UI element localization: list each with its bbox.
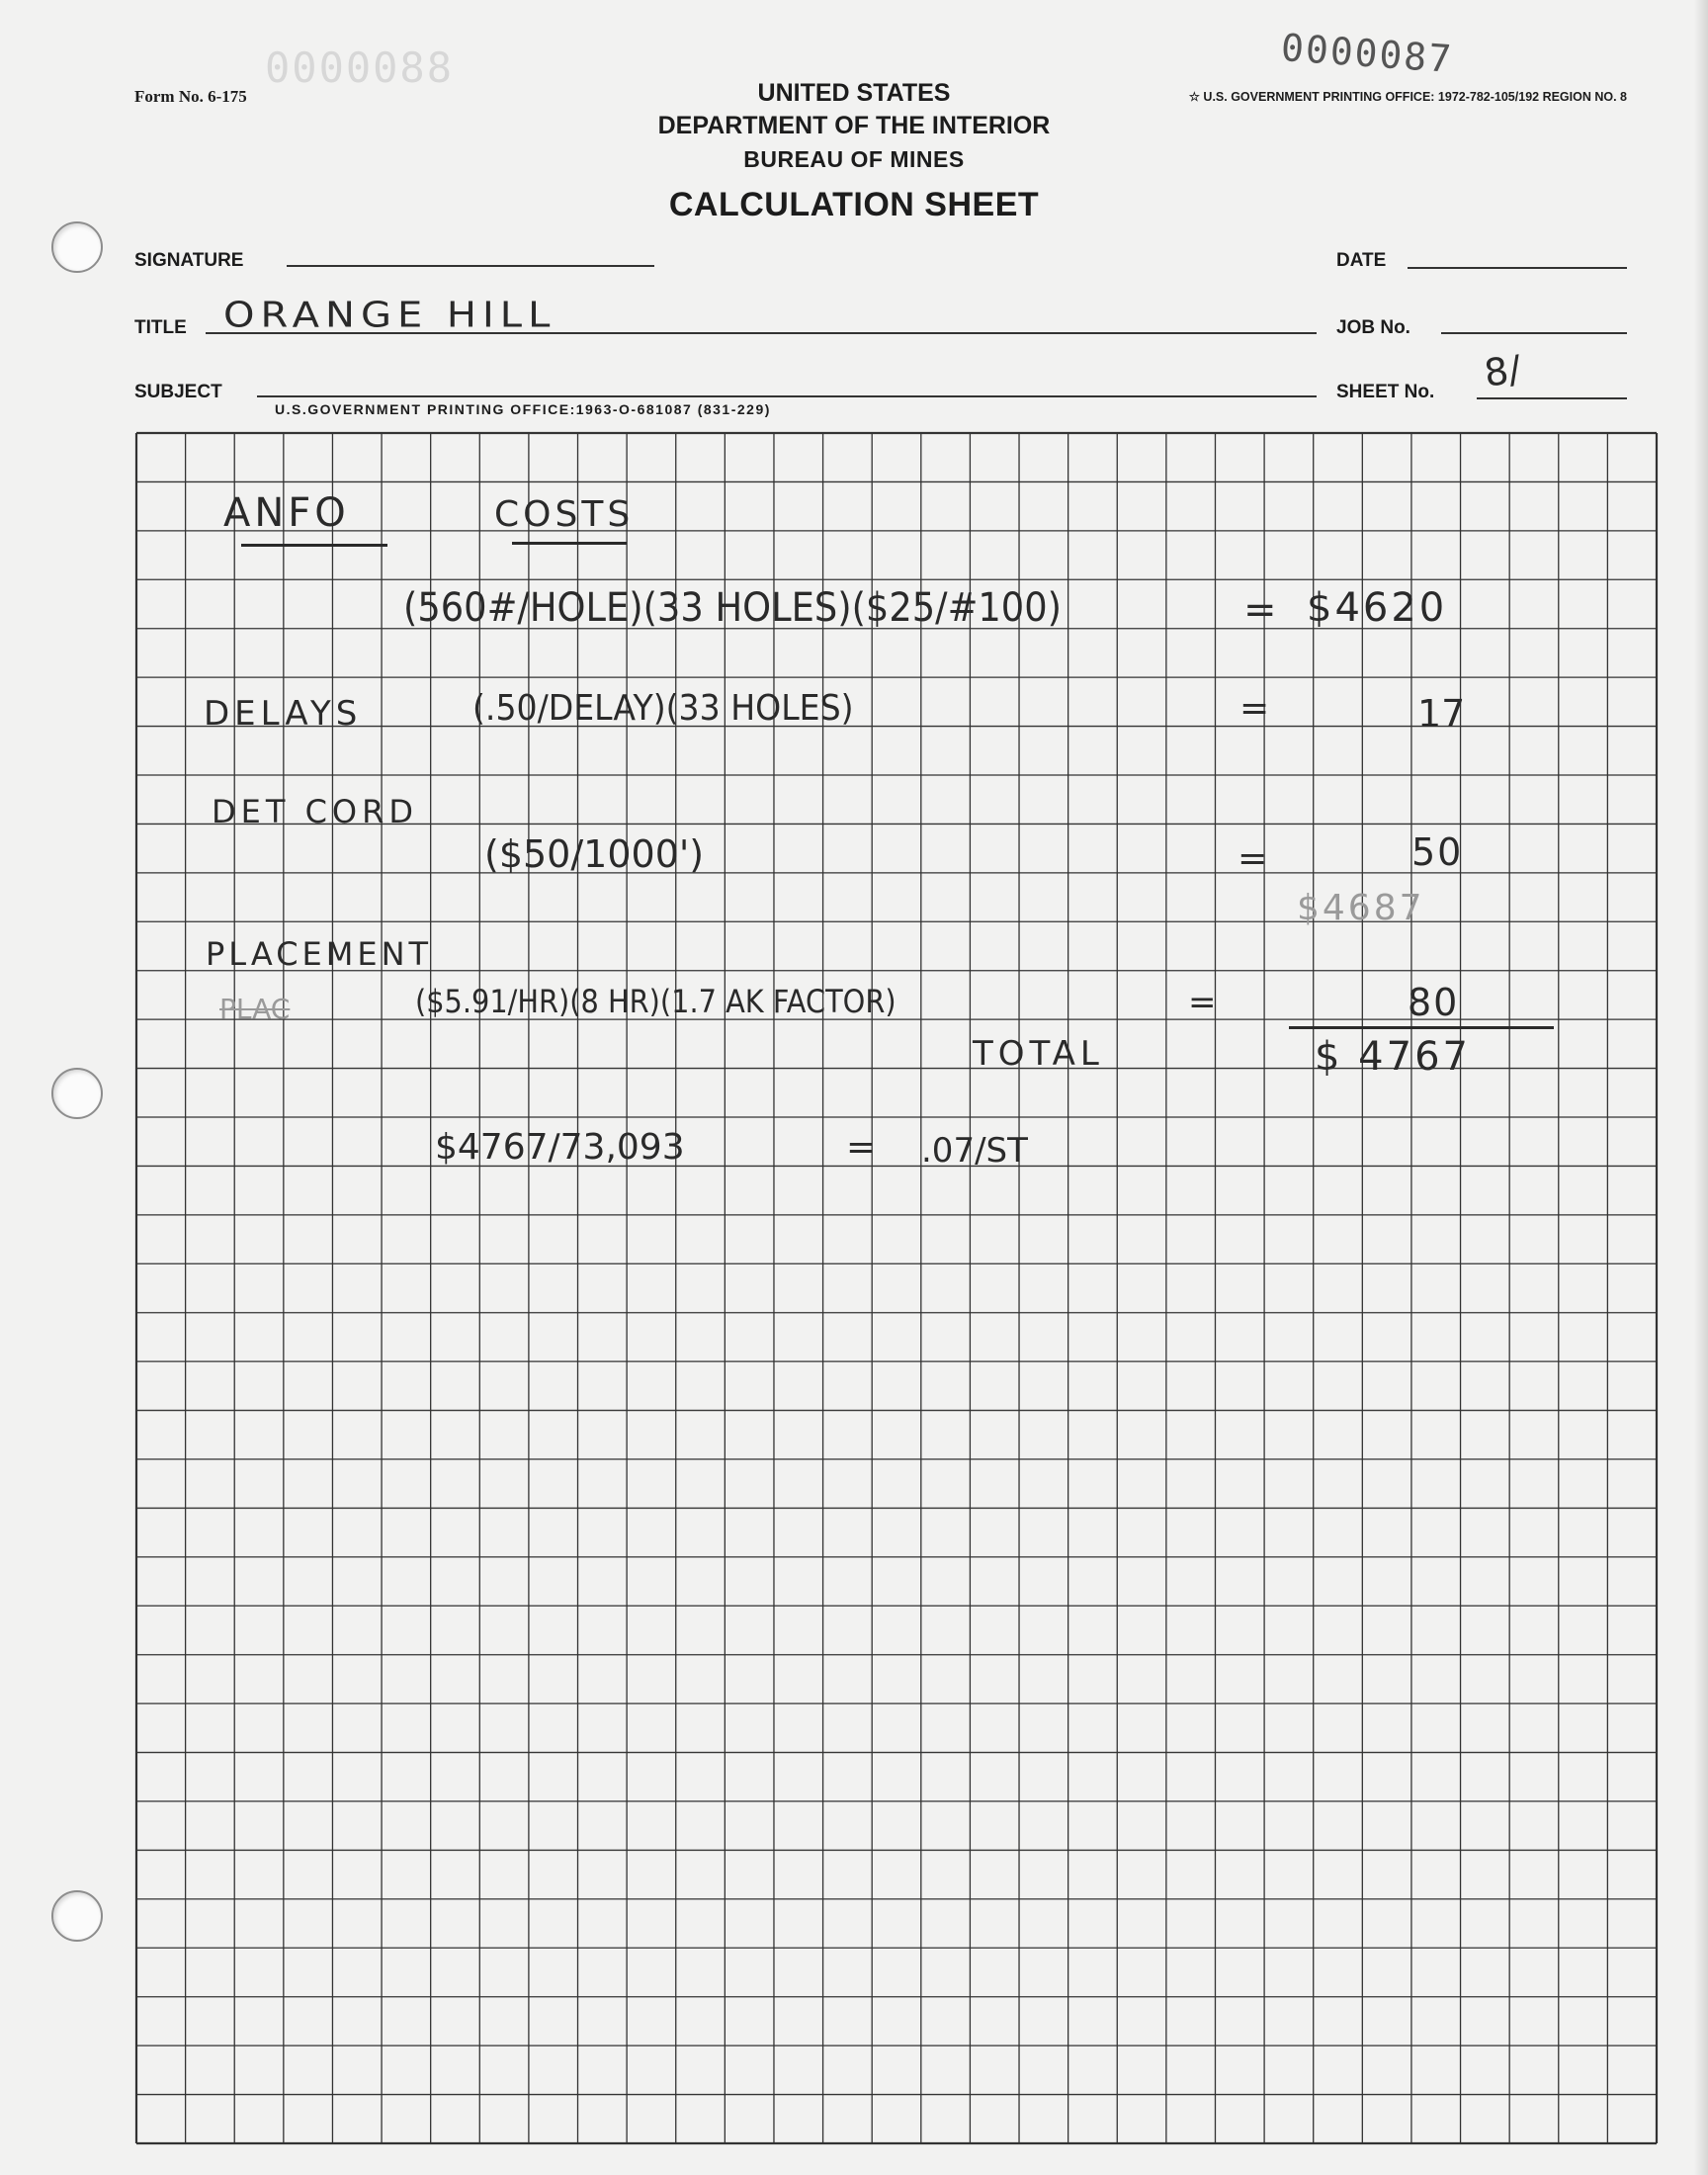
- total-rule: [1289, 1026, 1554, 1029]
- total-label: TOTAL: [973, 1034, 1104, 1074]
- job-number-label: JOB No.: [1336, 317, 1410, 338]
- total-value: $ 4767: [1315, 1034, 1471, 1080]
- date-label: DATE: [1336, 250, 1387, 271]
- det-cord-label: DET CORD: [212, 793, 418, 830]
- subject-label: SUBJECT: [134, 382, 222, 402]
- det-cord-value: 50: [1411, 830, 1464, 874]
- delays-equals: =: [1239, 688, 1270, 729]
- delays-label: DELAYS: [204, 694, 363, 734]
- anfo-value: $4620: [1307, 585, 1448, 631]
- per-ton-expression: $4767/73,093: [435, 1127, 685, 1168]
- per-ton-equals: =: [846, 1127, 877, 1168]
- placement-crossed-word: PLAC: [219, 993, 291, 1025]
- agency-line-3: BUREAU OF MINES: [743, 146, 965, 172]
- gpo-imprint-top: ☆ U.S. GOVERNMENT PRINTING OFFICE: 1972-782-105/192 REGION NO. 8: [1188, 90, 1627, 104]
- gpo-imprint-subject: U.S.GOVERNMENT PRINTING OFFICE:1963-O-681087 (831-229): [275, 401, 771, 417]
- sheet-title: CALCULATION SHEET: [668, 186, 1040, 223]
- title-value: ORANGE HILL: [223, 295, 556, 336]
- det-cord-expression: ($50/1000'): [484, 832, 705, 876]
- placement-label: PLACEMENT: [206, 935, 433, 973]
- heading-anfo: ANFO: [223, 490, 350, 536]
- sheet-number-label: SHEET No.: [1336, 382, 1435, 402]
- anfo-expression: (560#/HOLE)(33 HOLES)($25/#100): [403, 585, 1062, 631]
- signature-label: SIGNATURE: [134, 250, 244, 271]
- agency-line-2: DEPARTMENT OF THE INTERIOR: [657, 112, 1051, 139]
- agency-line-1: UNITED STATES: [757, 79, 951, 107]
- subtotal-value: $4687: [1297, 888, 1425, 928]
- heading-anfo-underline: [241, 544, 387, 547]
- placement-value: 80: [1408, 981, 1460, 1024]
- delays-expression: (.50/DELAY)(33 HOLES): [472, 688, 854, 729]
- sheet-number-value: 8/: [1481, 347, 1524, 395]
- anfo-equals: =: [1243, 587, 1277, 633]
- heading-costs: COSTS: [494, 494, 635, 535]
- form-number: Form No. 6-175: [134, 87, 247, 106]
- ghost-document-number: 0000088: [265, 44, 455, 92]
- placement-expression: ($5.91/HR)(8 HR)(1.7 AK FACTOR): [415, 983, 897, 1020]
- title-label: TITLE: [134, 317, 187, 338]
- det-cord-equals: =: [1238, 838, 1268, 879]
- heading-costs-underline: [512, 542, 627, 545]
- per-ton-value: .07/ST: [921, 1131, 1028, 1171]
- placement-equals: =: [1188, 983, 1217, 1022]
- document-number: 0000087: [1279, 25, 1455, 82]
- delays-value: 17: [1417, 692, 1466, 736]
